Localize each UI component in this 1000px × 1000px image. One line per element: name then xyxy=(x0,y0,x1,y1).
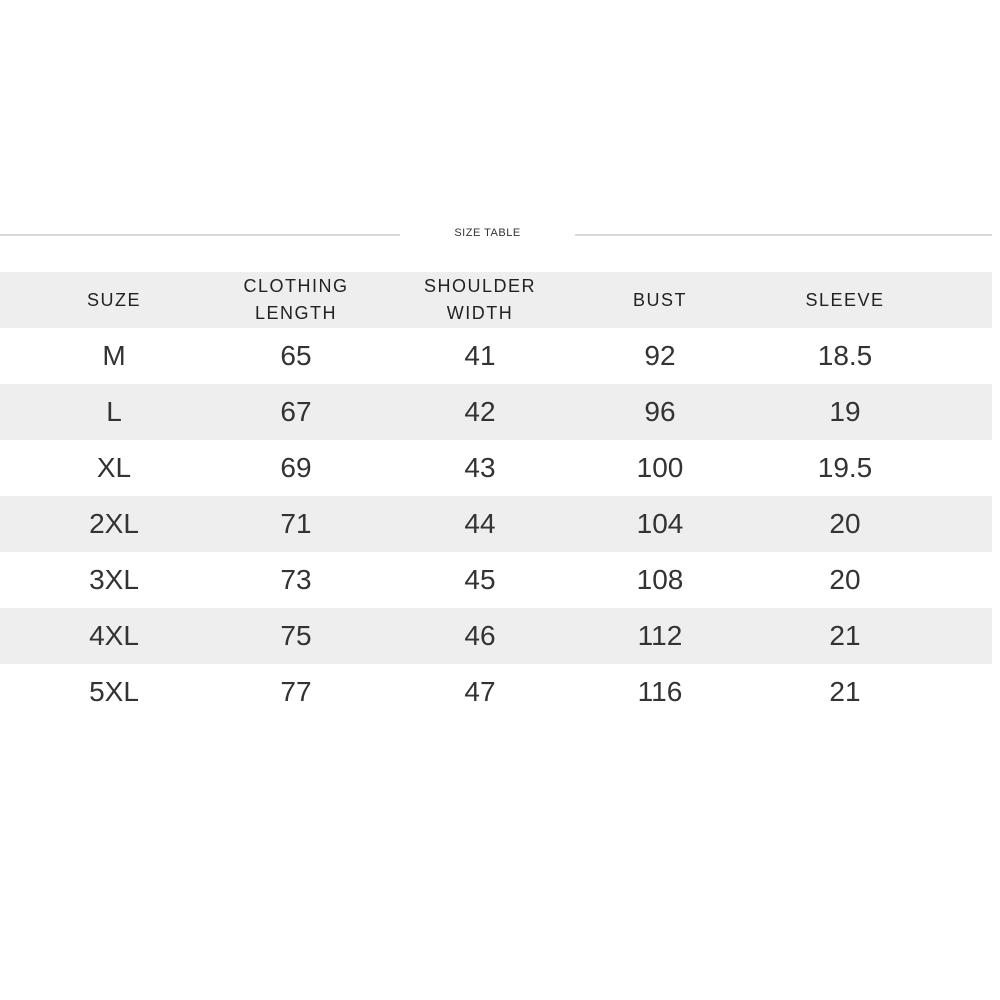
table-header-row xyxy=(0,272,992,328)
header-shoulder-width xyxy=(380,272,580,328)
cell-size: 3XL xyxy=(89,564,139,595)
cell-size: M xyxy=(102,340,126,371)
table-row xyxy=(0,328,992,384)
table-row xyxy=(0,552,992,608)
header-shoulder-width-line1: SHOULDER xyxy=(423,276,537,296)
table-row xyxy=(0,608,992,664)
header-clothing-length-line2: LENGTH xyxy=(254,303,337,323)
header-bust: BUST xyxy=(632,289,687,310)
size-table xyxy=(0,272,992,720)
table-row xyxy=(0,440,992,496)
cell-shoulder: 44 xyxy=(464,508,496,539)
table-row xyxy=(0,384,992,440)
cell-length: 67 xyxy=(280,396,312,427)
cell-size: L xyxy=(106,396,122,427)
cell-bust: 96 xyxy=(644,396,676,427)
cell-size: 5XL xyxy=(89,676,139,707)
cell-sleeve: 21 xyxy=(829,676,861,707)
cell-bust: 92 xyxy=(644,340,676,371)
header-sleeve: SLEEVE xyxy=(805,289,885,310)
header-size: SUZE xyxy=(86,289,141,310)
size-table-title: SIZE TABLE xyxy=(454,227,521,239)
title-divider-right xyxy=(575,234,992,236)
title-divider-left xyxy=(0,234,400,236)
cell-length: 75 xyxy=(280,620,312,651)
header-clothing-length xyxy=(196,272,396,328)
cell-bust: 108 xyxy=(636,564,684,595)
cell-bust: 116 xyxy=(637,676,683,707)
cell-size: 2XL xyxy=(89,508,139,539)
cell-length: 65 xyxy=(280,340,312,371)
cell-shoulder: 45 xyxy=(464,564,496,595)
cell-length: 73 xyxy=(280,564,312,595)
cell-sleeve: 19.5 xyxy=(817,452,873,483)
cell-shoulder: 42 xyxy=(464,396,496,427)
cell-shoulder: 46 xyxy=(464,620,496,651)
cell-length: 77 xyxy=(280,676,312,707)
cell-bust: 104 xyxy=(636,508,684,539)
cell-length: 69 xyxy=(280,452,312,483)
cell-sleeve: 18.5 xyxy=(817,340,873,371)
cell-shoulder: 43 xyxy=(464,452,496,483)
header-shoulder-width-line2: WIDTH xyxy=(446,303,514,323)
header-clothing-length-line1: CLOTHING xyxy=(243,276,349,296)
cell-shoulder: 47 xyxy=(464,676,496,707)
table-row xyxy=(0,496,992,552)
cell-length: 71 xyxy=(280,508,312,539)
cell-bust: 112 xyxy=(637,620,683,651)
cell-sleeve: 19 xyxy=(829,396,861,427)
cell-sleeve: 21 xyxy=(829,620,861,651)
cell-sleeve: 20 xyxy=(829,564,861,595)
cell-size: XL xyxy=(96,452,132,483)
cell-bust: 100 xyxy=(636,452,684,483)
cell-sleeve: 20 xyxy=(829,508,861,539)
cell-size: 4XL xyxy=(89,620,139,651)
table-row xyxy=(0,664,992,720)
cell-shoulder: 41 xyxy=(464,340,496,371)
